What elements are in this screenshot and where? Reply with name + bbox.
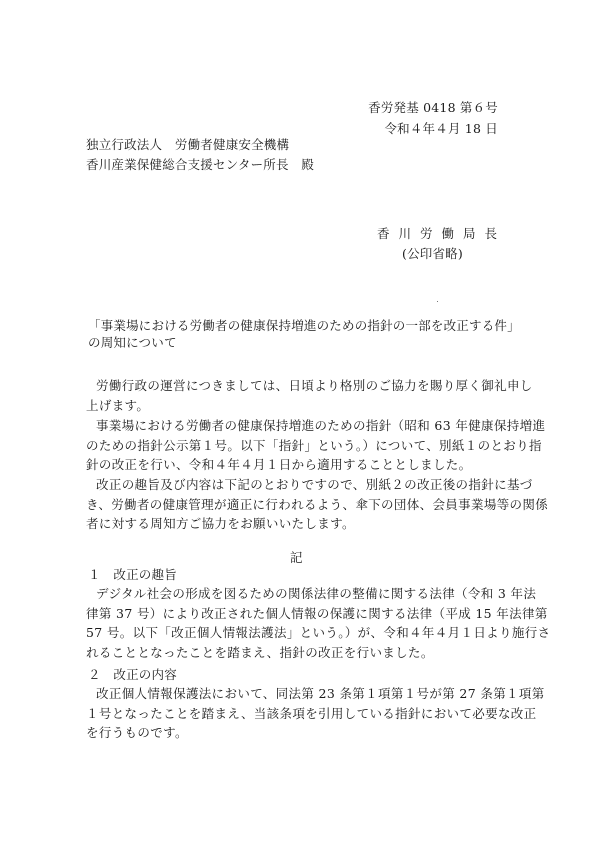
body-paragraph-1-line: 労働行政の運営につきましては、日頃より格別のご協力を賜り厚く御礼申し [96,378,533,393]
section-1-line: れることとなったことを踏まえ、指針の改正を行いました。 [86,644,434,660]
body-paragraph-3-line: き、労働者の健康管理が適正に行われるよう、傘下の団体、会員事業場等の関係 [86,496,549,512]
body-paragraph-3-line: 改正の趣旨及び内容は下記のとおりですので、別紙２の改正後の指針に基づ [96,477,533,492]
ki-marker: 記 [290,550,303,565]
section-1-line: 57 号。以下「改正個人情報法護法」という。）が、令和４年４月１日より施行さ [86,625,551,640]
document-date: 令和４年４月 18 日 [384,121,498,136]
body-paragraph-3 [86,475,548,534]
body-paragraph-2 [86,416,545,475]
body-paragraph-1-line: 上げます。 [86,397,150,413]
addressee-organization: 独立行政法人 労働者健康安全機構 [86,137,290,152]
section-2-line: 改正個人情報保護法において、同法第 23 条第１項第１号が第 27 条第１項第 [96,686,545,701]
seal-omitted-note: (公印省略) [402,246,463,261]
body-paragraph-2-line: のための指針公示第１号。以下「指針」という。）について、別紙１のとおり指 [86,437,542,453]
section-1-heading: １ 改正の趣旨 [88,567,177,582]
body-paragraph-2-line: 針の改正を行い、令和４年４月１日から適用することとしました。 [86,457,472,472]
section-1-line: 律第 37 号）により改正された個人情報の保護に関する法律（平成 15 年法律第 [86,605,548,621]
section-1-line: デジタル社会の形成を図るための関係法律の整備に関する法律（令和 3 年法 [96,586,537,601]
subject-line-1: 「事業場における労働者の健康保持増進のための指針の一部を改正する件」 [88,318,520,333]
body-paragraph-3-line: 者に対する周知方ご協力をお願いいたします。 [86,516,355,531]
body-paragraph-1 [86,376,533,415]
document-number: 香労発基 0418 第６号 [368,100,498,115]
addressee-title: 香川産業保健総合支援センター所長 殿 [86,157,315,172]
section-2-line: を行うものです。 [86,725,188,740]
body-paragraph-2-line: 事業場における労働者の健康保持増進のための指針（昭和 63 年健康保持増進 [96,418,546,433]
subject-line-2: の周知について [88,335,177,350]
section-2-heading: ２ 改正の内容 [88,667,177,682]
section-2-body [86,684,545,743]
section-2-line: １号となったことを踏まえ、当該条項を引用している指針において必要な改正 [86,705,537,721]
section-1-body [86,584,550,662]
sender-name: 香川労働局長 [377,226,507,241]
